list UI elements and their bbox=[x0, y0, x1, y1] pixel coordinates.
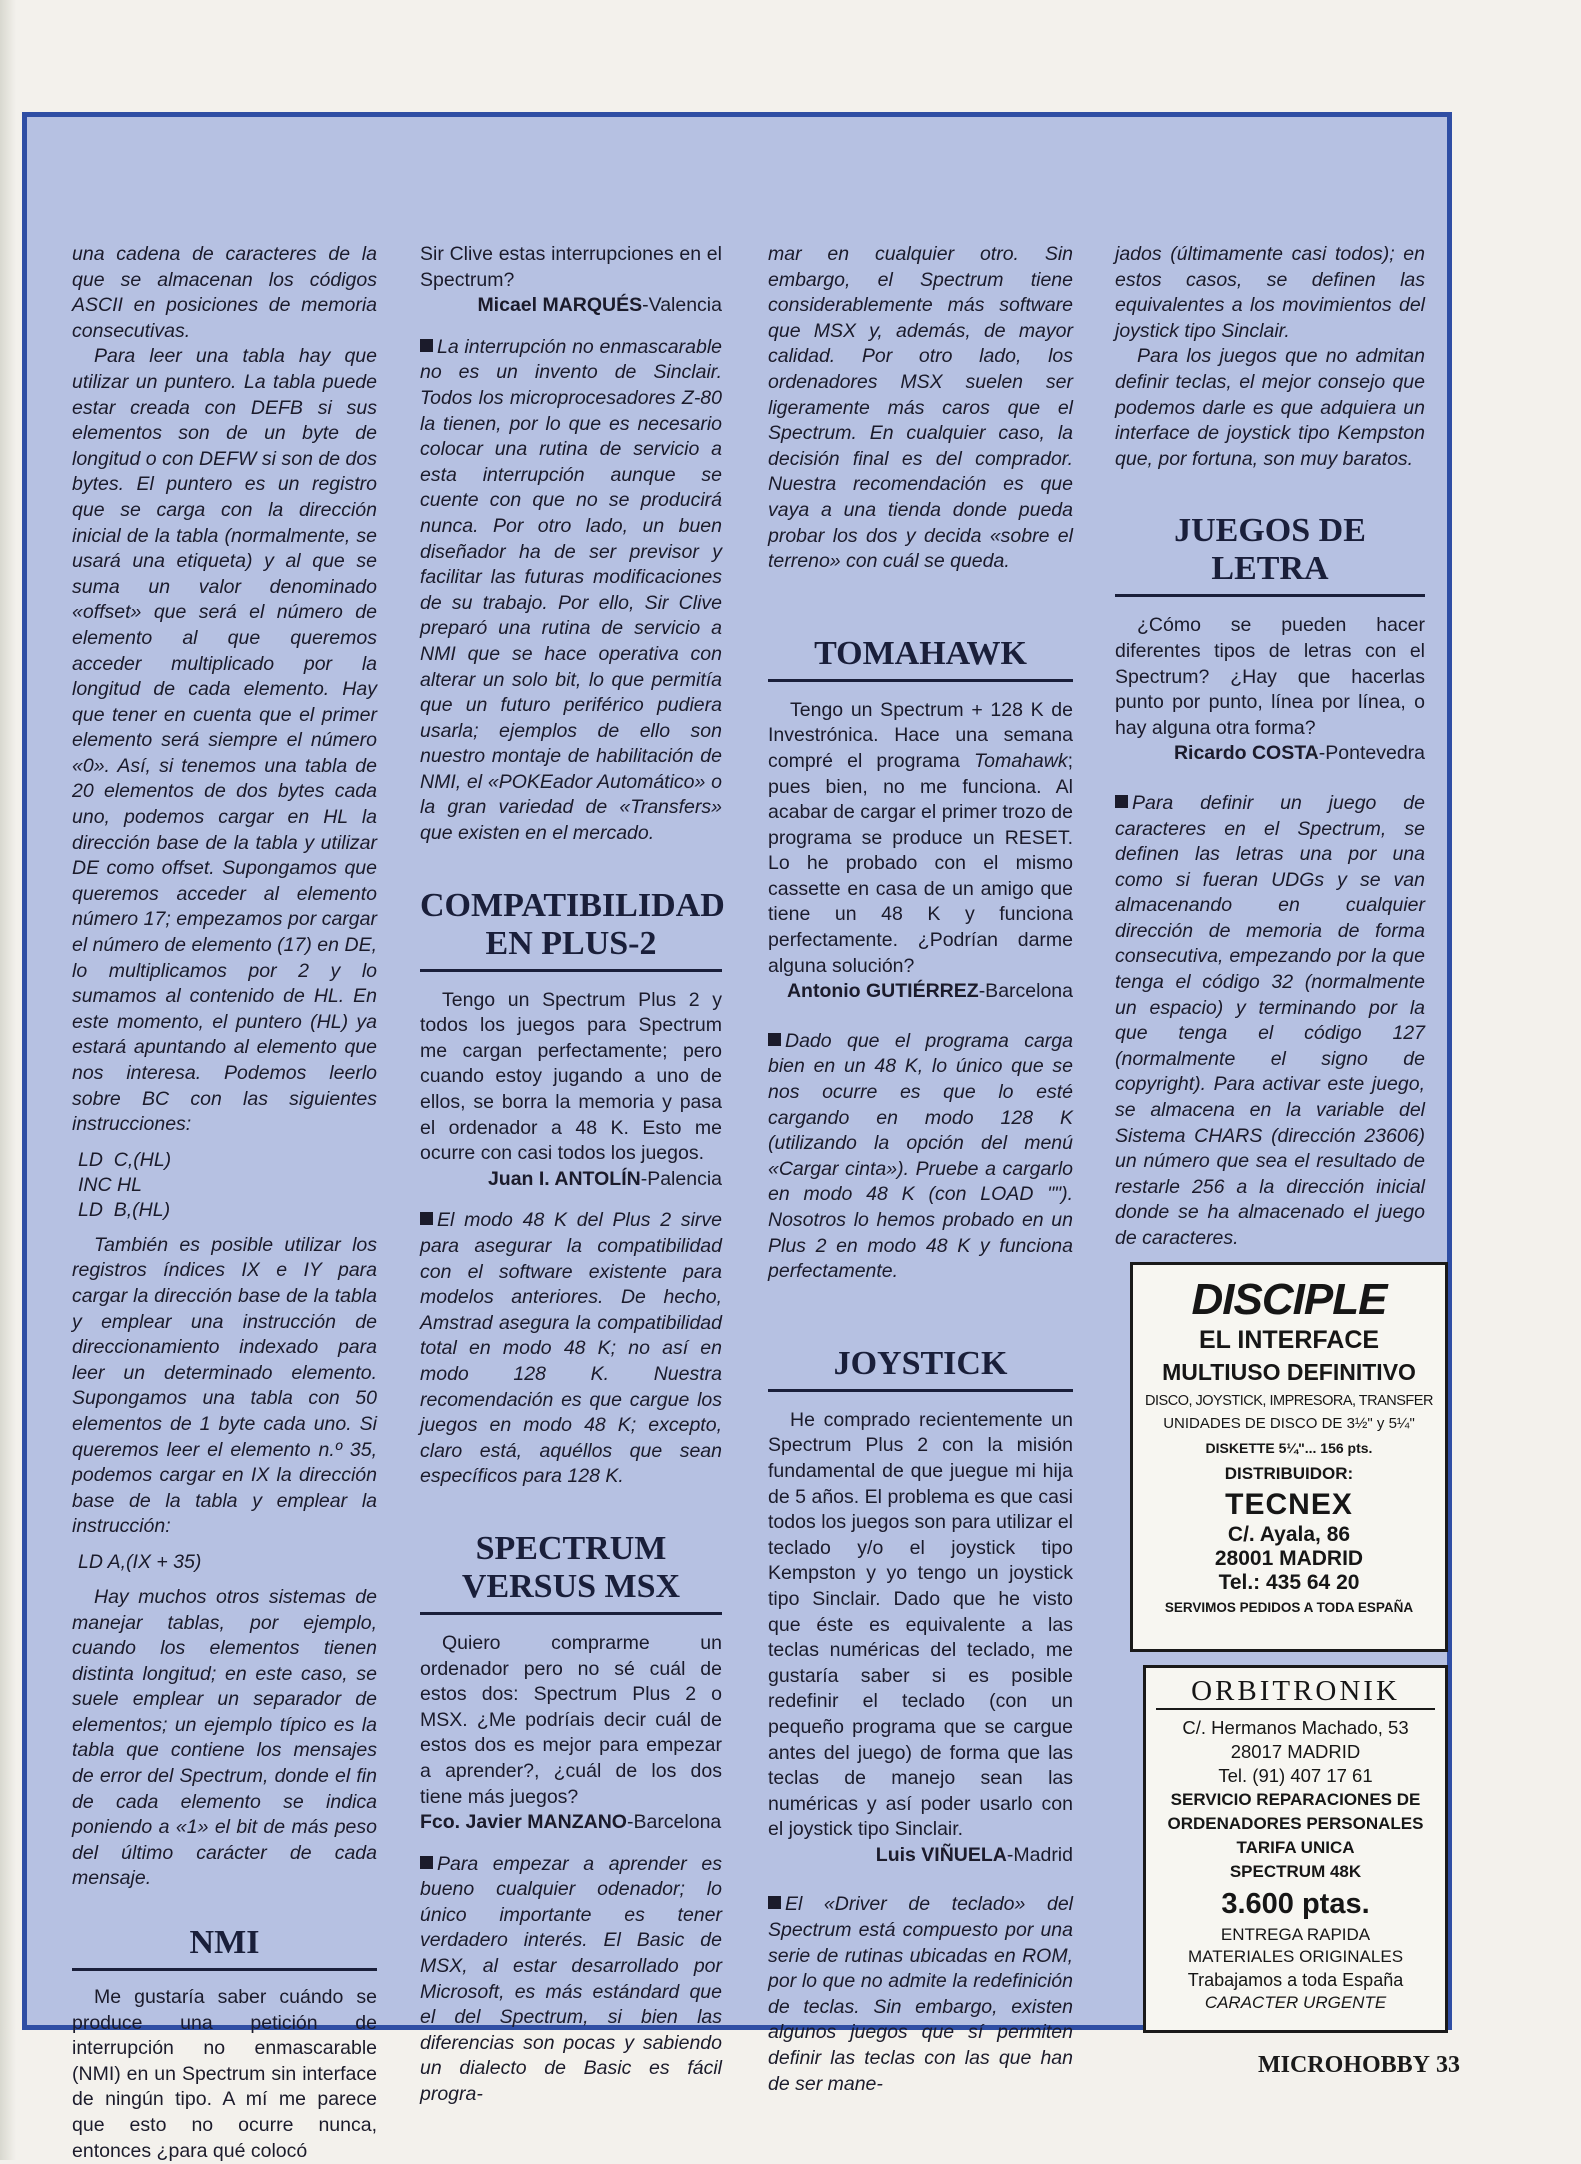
orbitronik-line-9: ENTREGA RAPIDA bbox=[1220, 1925, 1371, 1944]
disciple-logo: DISCIPLE bbox=[1191, 1275, 1387, 1324]
answer-square-icon bbox=[1115, 795, 1128, 808]
orbitronik-line-7: SPECTRUM 48K bbox=[1229, 1862, 1362, 1881]
nmi-answer bbox=[420, 335, 722, 847]
heading-line-1: SPECTRUM bbox=[475, 1529, 667, 1567]
ad-disciple bbox=[1130, 1262, 1448, 1652]
sig-place: -Barcelona bbox=[626, 1811, 722, 1834]
heading-line-2: EN PLUS-2 bbox=[485, 924, 657, 962]
page-footer bbox=[1235, 2052, 1460, 2079]
col1-p1: una cadena de caracteres de la que se almacenan los códigos ASCII en posiciones de memoria consecutivas. bbox=[72, 243, 377, 342]
page-binding-edge bbox=[0, 0, 16, 2160]
sig-name: Fco. Javier MANZANO bbox=[420, 1811, 627, 1834]
orbitronik-line-11: Trabajamos a toda España bbox=[1187, 1970, 1404, 1990]
sig-name: Antonio GUTIÉRREZ bbox=[786, 980, 979, 1003]
col1-p3: También es posible utilizar los registros índices IX e IY para cargar la dirección base de la tabla y emplear una instrucción de direccionamiento indexado para leer un determinado elemento. Supongamos una tabla con 50 elementos de 1 byte cada uno. Si queremos leer el elemento n.º 35, podemos cargar en IX la dirección base de la tabla y emplear la instrucción: bbox=[72, 1233, 377, 1538]
answer-square-icon bbox=[420, 1856, 433, 1869]
signature-vinuela bbox=[768, 1843, 1073, 1869]
orbitronik-line-6: TARIFA UNICA bbox=[1236, 1838, 1355, 1857]
disciple-line-6: DISTRIBUIDOR: bbox=[1224, 1464, 1354, 1483]
disciple-line-4: UNIDADES DE DISCO DE 3½" y 5¼" bbox=[1163, 1415, 1415, 1432]
disciple-line-3: DISCO, JOYSTICK, IMPRESORA, TRANSFER bbox=[1145, 1393, 1433, 1409]
tomahawk-q-part2: ; pues bien, no me funciona. Al acabar de cargar el primer trozo de programa se produce un RESET. Lo he probado con el mismo cassette en casa de un amigo que tiene un 48 K y funciona perfectamente. ¿Podrían darme alguna solución? bbox=[768, 749, 1073, 977]
orbitronik-line-1: C/. Hermanos Machado, 53 bbox=[1182, 1717, 1409, 1738]
orbitronik-line-4: SERVICIO REPARACIONES DE bbox=[1170, 1790, 1421, 1809]
heading-tomahawk: TOMAHAWK bbox=[768, 635, 1073, 682]
answer-square-icon bbox=[420, 1212, 433, 1225]
sig-place: -Palencia bbox=[640, 1167, 722, 1190]
letra-answer bbox=[1115, 791, 1425, 1252]
heading-spectrum-vs-msx bbox=[420, 1530, 722, 1615]
ad-orbitronik bbox=[1143, 1665, 1448, 2033]
compat-answer-text: El modo 48 K del Plus 2 sirve para asegurar la compatibilidad con el software existente para modelos anteriores. De hecho, Amstrad asegura la compatibilidad total en modo 48 K; no así en modo 128 K. Nuestra recomendación es que cargue los juegos en modo 48 K; excepto, claro está, aquéllos que sean específicos para 128 K. bbox=[420, 1209, 722, 1488]
tomahawk-q-title: Tomahawk bbox=[974, 749, 1068, 772]
code-line-2: INC HL bbox=[78, 1173, 142, 1196]
disciple-line-2: MULTIUSO DEFINITIVO bbox=[1162, 1359, 1416, 1385]
sig-place: -Barcelona bbox=[978, 980, 1073, 1003]
nmi-question: Me gustaría saber cuándo se produce una petición de interrupción no enmascarable (NMI) en un Spectrum sin interface de ningún tipo. A mí me parece que esto no ocurre nunca, entonces ¿para qué colocó bbox=[72, 1986, 377, 2162]
answer-square-icon bbox=[420, 339, 433, 352]
signature-manzano bbox=[420, 1810, 722, 1836]
heading-line-2: VERSUS MSX bbox=[461, 1567, 681, 1605]
heading-joystick: JOYSTICK bbox=[768, 1345, 1073, 1392]
code-block-2: LD A,(IX + 35) bbox=[78, 1550, 202, 1573]
nmi-answer-text: La interrupción no enmascarable no es un invento de Sinclair. Todos los microprocesadores Z-80 la tienen, por lo que es necesario colocar una rutina de servicio a esta interrupción aunque se cuente con que no se producirá nunca. Por otro lado, un buen diseñador ha de ser previsor y facilitar las futuras modificaciones de su trabajo. Por ello, Sir Clive preparó una rutina de servicio a NMI que se hace operativa con alterar un solo bit, lo que permitía que un futuro periférico pudiera usarla; ejemplos de ello son nuestro montaje de habilitación de NMI, el «POKEador Automático» o la gran variedad de «Transfers» que existen en el mercado. bbox=[420, 335, 722, 845]
disciple-line-7: TECNEX bbox=[1225, 1488, 1353, 1521]
column-3 bbox=[768, 242, 1073, 2097]
sig-name: Micael MARQUÉS bbox=[477, 294, 643, 317]
col4-p1: jados (últimamente casi todos); en estos casos, se definen las equivalentes a los movimientos del joystick tipo Sinclair. bbox=[1115, 243, 1425, 342]
spectrum-msx-answer bbox=[420, 1852, 722, 2108]
heading-compatibilidad bbox=[420, 886, 725, 972]
orbitronik-logo: ORBITRONIK bbox=[1156, 1674, 1435, 1710]
heading-nmi: NMI bbox=[72, 1924, 377, 1971]
tomahawk-question bbox=[768, 698, 1073, 980]
magazine-name: MICROHOBBY bbox=[1257, 2052, 1430, 2078]
letra-question: ¿Cómo se pueden hacer diferentes tipos de letras con el Spectrum? ¿Hay que hacerlas punto por punto, línea por línea, o hay alguna otra forma? bbox=[1115, 614, 1425, 739]
answer-square-icon bbox=[768, 1896, 781, 1909]
sig-place: -Valencia bbox=[642, 294, 722, 317]
sig-place: -Pontevedra bbox=[1318, 742, 1425, 765]
col4-p2: Para los juegos que no admitan definir teclas, el mejor consejo que podemos darle es que adquiera un interface de joystick tipo Kempston que, por fortuna, son muy baratos. bbox=[1115, 345, 1425, 470]
disciple-line-10: Tel.: 435 64 20 bbox=[1218, 1571, 1360, 1594]
disciple-line-8: C/. Ayala, 86 bbox=[1227, 1523, 1351, 1546]
tomahawk-answer bbox=[768, 1029, 1073, 1285]
col1-p4: Hay muchos otros sistemas de manejar tablas, por ejemplo, cuando los elementos tienen distinta longitud; en este caso, se suele emplear un separador de elementos; un ejemplo típico es la tabla que contiene los mensajes de error del Spectrum, donde el fin de cada elemento se indica poniendo a «1» el bit de más peso del último carácter de cada mensaje. bbox=[72, 1585, 377, 1890]
sig-name: Juan I. ANTOLÍN bbox=[487, 1167, 641, 1190]
heading-line-1: COMPATIBILIDAD bbox=[420, 886, 725, 924]
orbitronik-line-2: 28017 MADRID bbox=[1230, 1741, 1361, 1762]
orbitronik-line-5: ORDENADORES PERSONALES bbox=[1167, 1814, 1424, 1833]
sig-place: -Madrid bbox=[1006, 1843, 1073, 1866]
column-1 bbox=[72, 242, 377, 2164]
col2-p1: Sir Clive estas interrupciones en el Spectrum? bbox=[420, 243, 722, 291]
signature-gutierrez bbox=[768, 979, 1073, 1005]
sig-name: Luis VIÑUELA bbox=[875, 1843, 1007, 1866]
spectrum-msx-question: Quiero comprarme un ordenador pero no sé cuál de estos dos: Spectrum Plus 2 o MSX. ¿Me podríais decir cuál de estos dos es mejor para empezar a aprender?, ¿cuál de los dos tiene más juegos? bbox=[420, 1631, 722, 1808]
code-line-3: LD B,(HL) bbox=[78, 1198, 171, 1221]
disciple-line-11: SERVIMOS PEDIDOS A TODA ESPAÑA bbox=[1164, 1600, 1414, 1615]
disciple-line-1: EL INTERFACE bbox=[1198, 1326, 1380, 1354]
col1-p2: Para leer una tabla hay que utilizar un puntero. La tabla puede estar creada con DEFB si sus elementos son de un byte de longitud o con DEFW si son de dos bytes. El puntero es un registro que se carga con la dirección inicial de la tabla (normalmente, se usará una etiqueta) y al que se suma un valor denominado «offset» que será el número de elemento al que queremos acceder multiplicado por la longitud de cada elemento. Hay que tener en cuenta que el primer elemento será siempre el número «0». Así, si tenemos una tabla de 20 elementos de dos bytes cada uno, podemos cargar en HL la dirección base de la tabla y utilizar DE como offset. Supongamos que queremos acceder al elemento número 17; empezamos por cargar el número de elemento (17) en DE, lo multiplicamos por 2 y lo sumamos al contenido de HL. En este momento, el puntero (HL) ya estará apuntando al elemento que nos interesa. Podemos leerlo sobre BC con las siguientes instrucciones: bbox=[72, 345, 377, 1136]
disciple-line-5: DISKETTE 5¼"... 156 pts. bbox=[1205, 1440, 1373, 1456]
joystick-answer-text: El «Driver de teclado» del Spectrum está compuesto por una serie de rutinas ubicadas en ROM, por lo que no admite la redefinición de teclas. Sin embargo, existen algunos juegos que sí permiten definir las teclas con las que han de ser mane- bbox=[768, 1893, 1073, 2095]
code-line-1: LD C,(HL) bbox=[78, 1148, 172, 1171]
signature-costa bbox=[1115, 741, 1425, 767]
signature-antolin bbox=[420, 1167, 722, 1193]
signature-marques bbox=[420, 293, 722, 319]
orbitronik-line-12: CARACTER URGENTE bbox=[1204, 1993, 1387, 2012]
joystick-question: He comprado recientemente un Spectrum Plus 2 con la misión fundamental de que juegue mi hija de 5 años. El problema es que casi todos los juegos son para utilizar el teclado y/o el joystick tipo Kempston y yo tengo un joystick tipo Sinclair. Dado que he visto que éste es equivalente a las teclas numéricas del teclado, me gustaría saber si es posible redefinir el teclado (con un pequeño programa que se cargue antes del juego) de forma que las teclas de manejo sean las numéricas y así poder usarlo con el joystick tipo Sinclair. bbox=[768, 1408, 1073, 1841]
answer-square-icon bbox=[768, 1033, 781, 1046]
page-number: 33 bbox=[1436, 2052, 1460, 2078]
orbitronik-line-10: MATERIALES ORIGINALES bbox=[1187, 1947, 1404, 1966]
joystick-answer bbox=[768, 1892, 1073, 2097]
column-4 bbox=[1115, 242, 1425, 1252]
col3-p1: mar en cualquier otro. Sin embargo, el Spectrum tiene considerablemente más software que MSX y, además, de mayor calidad. Por otro lado, los ordenadores MSX suelen ser ligeramente más caros que el Spectrum. En cualquier caso, la decisión final es del comprador. Nuestra recomendación es que vaya a una tienda donde pueda probar los dos y decida «sobre el terreno» con cuál se queda. bbox=[768, 243, 1073, 573]
tomahawk-q-part1: Tengo un Spectrum + 128 K de Investrónica. Hace una semana compré el programa bbox=[768, 698, 1073, 772]
compat-question: Tengo un Spectrum Plus 2 y todos los juegos para Spectrum me cargan perfectamente; pero cuando estoy jugando a uno de ellos, se borra la memoria y pasa el ordenador a 48 K. Esto me ocurre con casi todos los juegos. bbox=[420, 988, 722, 1165]
spectrum-msx-answer-text: Para empezar a aprender es bueno cualquier odenador; lo único importante es tener verdadero interés. El Basic de MSX, al estar desarrollado por Microsoft, es más estándard que el del Spectrum, si bien las diferencias son pocas y sabiendo un dialecto de Basic es fácil progra- bbox=[420, 1852, 722, 2106]
letra-answer-text: Para definir un juego de caracteres en el Spectrum, se definen las letras una por una como si fueran UDGs y se van almacenando en cualquier dirección de memoria de forma consecutiva, empezando por la que tenga el código 32 (normalmente un espacio) y terminando por la que tenga el código 127 (normalmente el signo de copyright). Para activar este juego, se almacena en la variable del Sistema CHARS (dirección 23606) un número que sea el resultado de restarle 256 a la dirección inicial donde se ha almacenado el juego de caracteres. bbox=[1115, 791, 1425, 1249]
tomahawk-answer-text: Dado que el programa carga bien en un 48 K, lo único que se nos ocurre es que lo esté cargando en modo 128 K (utilizando la opción del menú «Cargar cinta»). Pruebe a cargarlo en modo 48 K (con LOAD ""). Nosotros lo hemos probado en un Plus 2 en modo 48 K y funciona perfectamente. bbox=[768, 1029, 1073, 1283]
disciple-line-9: 28001 MADRID bbox=[1214, 1547, 1364, 1570]
compat-answer bbox=[420, 1208, 722, 1490]
code-block-1 bbox=[78, 1148, 377, 1223]
orbitronik-line-3: Tel. (91) 407 17 61 bbox=[1218, 1765, 1373, 1786]
column-2 bbox=[420, 242, 725, 2108]
heading-juegos-de-letra: JUEGOS DE LETRA bbox=[1115, 512, 1425, 597]
sig-name: Ricardo COSTA bbox=[1173, 742, 1319, 765]
orbitronik-price: 3.600 ptas. bbox=[1221, 1888, 1370, 1920]
